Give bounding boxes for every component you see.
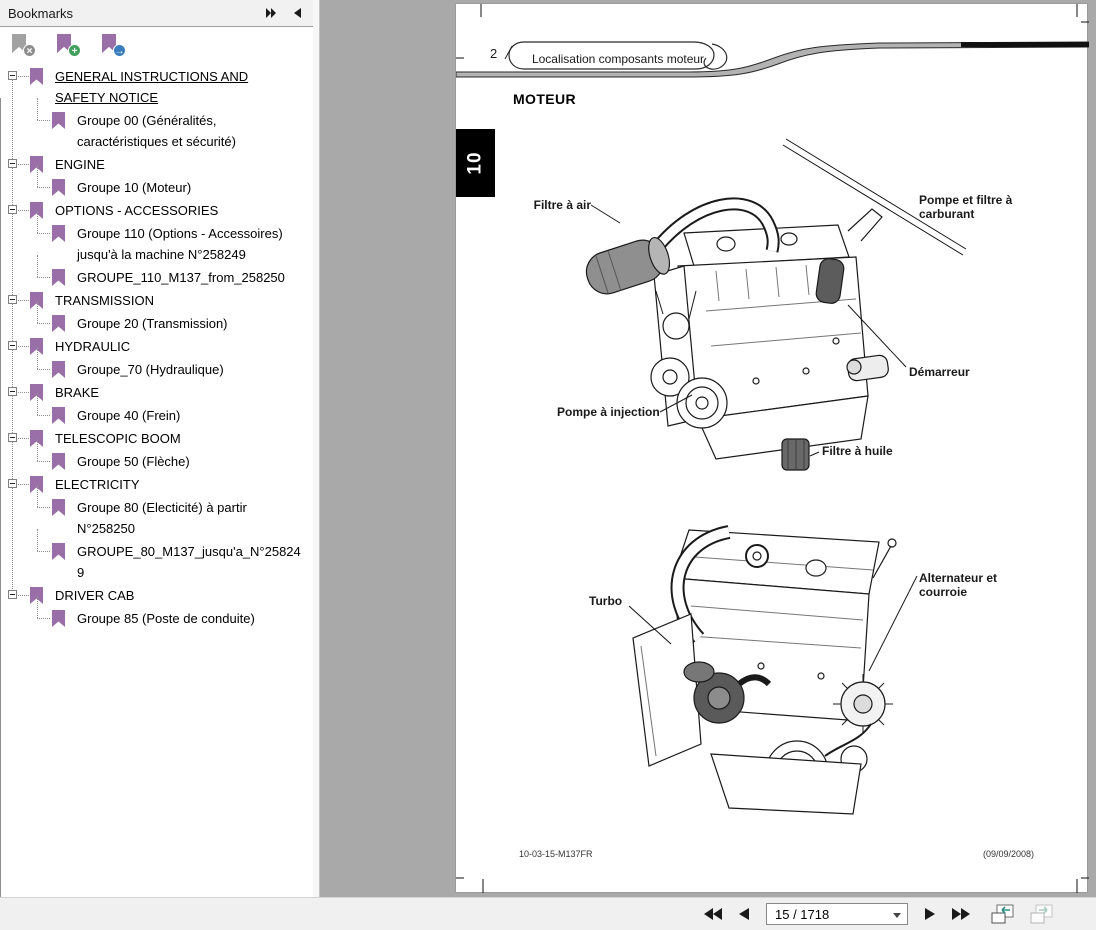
document-viewport[interactable] [320, 0, 1096, 897]
bookmark-icon [52, 453, 65, 470]
pdf-page [455, 3, 1088, 893]
bookmark-item[interactable] [0, 427, 313, 450]
previous-page-button[interactable] [734, 905, 754, 923]
bookmark-icon [52, 543, 65, 560]
bookmark-label[interactable]: ENGINE [55, 157, 105, 172]
bottom-navigation-bar [0, 897, 1096, 930]
bookmark-group [0, 289, 313, 335]
bookmark-item[interactable] [0, 404, 313, 427]
bookmark-item[interactable] [0, 199, 313, 222]
next-view-button[interactable] [1025, 902, 1058, 927]
add-bookmark-button[interactable]: + [55, 33, 81, 59]
collapse-toggle[interactable] [8, 205, 17, 214]
previous-view-button[interactable] [986, 902, 1019, 927]
bookmark-label[interactable]: Groupe 40 (Frein) [77, 408, 181, 423]
bookmark-label[interactable]: HYDRAULIC [55, 339, 131, 354]
label-fuel-pump-filter: Pompe et filtre à carburant [919, 193, 1013, 221]
bookmark-label[interactable]: Groupe 50 (Flèche) [77, 454, 190, 469]
bookmark-label[interactable]: Groupe 80 (Electicité) à partir N°258250 [77, 500, 247, 536]
engine-diagram-bottom [611, 516, 961, 836]
panel-options-icon[interactable] [263, 6, 279, 20]
bookmark-item[interactable] [0, 496, 313, 540]
engine-diagram-top [556, 171, 916, 486]
delete-bookmark-button[interactable]: × [10, 33, 36, 59]
last-page-button[interactable] [946, 905, 974, 923]
bookmark-icon [30, 68, 43, 85]
bookmarks-panel-title: Bookmarks [8, 5, 74, 21]
bookmark-label[interactable]: GROUPE_80_M137_jusqu'a_N°258249 [77, 544, 301, 580]
bookmark-label[interactable]: Groupe 00 (Généralités, caractéristiques et sécurité) [77, 113, 236, 149]
chapter-tab [456, 129, 495, 197]
page-indicator: 15 / 1718 [775, 906, 830, 922]
collapse-panel-icon[interactable] [289, 6, 305, 20]
bookmark-item[interactable] [0, 153, 313, 176]
bookmark-icon [52, 407, 65, 424]
bookmark-label[interactable]: Groupe 10 (Moteur) [77, 180, 192, 195]
bookmarks-tree [0, 61, 313, 630]
bookmark-label[interactable]: GROUPE_110_M137_from_258250 [77, 270, 285, 285]
bookmark-group [0, 584, 313, 630]
collapse-toggle[interactable] [8, 479, 17, 488]
footer-reference: 10-03-15-M137FR [519, 849, 593, 859]
bookmark-item[interactable] [0, 540, 313, 584]
bookmark-label[interactable]: Groupe 20 (Transmission) [77, 316, 228, 331]
previous-page-icon [738, 907, 750, 921]
label-injection-pump: Pompe à injection [557, 405, 660, 419]
bookmark-item[interactable] [0, 473, 313, 496]
collapse-toggle[interactable] [8, 71, 17, 80]
collapse-toggle[interactable] [8, 433, 17, 442]
header-banner-title: Localisation composants moteur [531, 52, 705, 66]
bookmarks-panel-header [0, 0, 313, 27]
bookmark-item[interactable] [0, 65, 313, 109]
bookmark-icon [52, 315, 65, 332]
bookmark-item[interactable] [0, 450, 313, 473]
bookmark-group [0, 153, 313, 199]
bookmark-group [0, 335, 313, 381]
collapse-toggle[interactable] [8, 387, 17, 396]
page-number-combobox[interactable] [766, 903, 908, 925]
window-left-border [0, 98, 1, 897]
bookmarks-panel [0, 0, 313, 897]
bookmark-icon [52, 610, 65, 627]
bookmark-group [0, 473, 313, 584]
bookmark-icon [52, 112, 65, 129]
bookmark-label[interactable]: GENERAL INSTRUCTIONS AND SAFETY NOTICE [55, 69, 249, 105]
bookmark-group [0, 65, 313, 153]
collapse-toggle[interactable] [8, 341, 17, 350]
bookmark-group [0, 199, 313, 289]
collapse-toggle[interactable] [8, 159, 17, 168]
bookmark-icon [52, 179, 65, 196]
bookmark-label[interactable]: TELESCOPIC BOOM [55, 431, 181, 446]
bookmark-item[interactable] [0, 381, 313, 404]
bookmark-label[interactable]: DRIVER CAB [55, 588, 135, 603]
bookmark-icon [52, 269, 65, 286]
next-page-button[interactable] [920, 905, 940, 923]
bookmark-icon [52, 225, 65, 242]
bookmark-label[interactable]: Groupe 110 (Options - Accessoires) jusqu'à la machine N°258249 [77, 226, 283, 262]
bookmark-item[interactable] [0, 335, 313, 358]
footer-date: (09/09/2008) [982, 849, 1034, 859]
label-alternator: Alternateur et courroie [919, 571, 998, 599]
bookmark-item[interactable] [0, 222, 313, 266]
last-page-icon [950, 907, 970, 921]
first-page-button[interactable] [700, 905, 728, 923]
panel-splitter[interactable] [313, 0, 320, 897]
bookmark-label[interactable]: Groupe 85 (Poste de conduite) [77, 611, 255, 626]
collapse-toggle[interactable] [8, 590, 17, 599]
label-turbo: Turbo [589, 594, 623, 608]
bookmark-item[interactable] [0, 584, 313, 607]
bookmarks-toolbar [0, 27, 313, 61]
bookmark-label[interactable]: OPTIONS - ACCESSORIES [55, 203, 219, 218]
bookmark-label[interactable]: BRAKE [55, 385, 100, 400]
chapter-tab-number: 10 [464, 151, 486, 175]
first-page-icon [704, 907, 724, 921]
bookmark-label[interactable]: Groupe_70 (Hydraulique) [77, 362, 224, 377]
combobox-caret-icon [893, 913, 901, 918]
bookmark-item[interactable] [0, 358, 313, 381]
bookmark-label[interactable]: ELECTRICITY [55, 477, 140, 492]
bookmark-icon [52, 499, 65, 516]
bookmark-item[interactable] [0, 266, 313, 289]
section-heading: MOTEUR [513, 91, 577, 107]
next-view-icon [1029, 904, 1054, 925]
bookmark-icon [52, 361, 65, 378]
bookmark-label[interactable]: TRANSMISSION [55, 293, 154, 308]
label-starter: Démarreur [909, 365, 970, 379]
bookmark-item[interactable] [0, 109, 313, 153]
bookmark-item[interactable] [0, 312, 313, 335]
goto-bookmark-button[interactable]: → [100, 33, 126, 59]
label-oil-filter: Filtre à huile [822, 444, 893, 458]
label-air-filter: Filtre à air [533, 198, 591, 212]
next-page-icon [924, 907, 936, 921]
bookmark-group [0, 381, 313, 427]
bookmark-item[interactable] [0, 289, 313, 312]
bookmark-item[interactable] [0, 176, 313, 199]
page-corner-number: 2 [490, 46, 498, 61]
previous-view-icon [990, 904, 1015, 925]
bookmark-group [0, 427, 313, 473]
collapse-toggle[interactable] [8, 295, 17, 304]
bookmark-item[interactable] [0, 607, 313, 630]
